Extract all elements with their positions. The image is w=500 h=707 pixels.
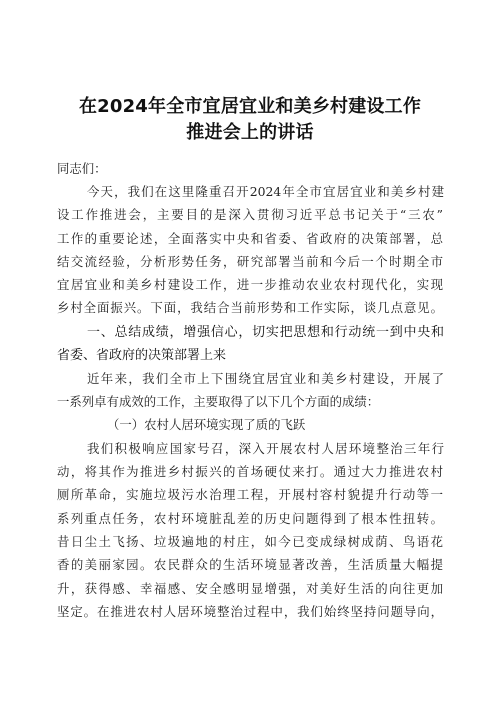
paragraph-line: 升，获得感、幸福感、安全感明显增强，对美好生活的向往更加 <box>57 581 443 596</box>
paragraph-line: 设工作推进会，主要目的是深入贯彻习近平总书记关于“三农” <box>57 207 443 222</box>
paragraph-line: 系列重点任务，农村环境脏乱差的历史问题得到了根本性扭转。 <box>57 511 443 526</box>
paragraph-line: 坚定。在推进农村人居环境整治过程中，我们始终坚持问题导向， <box>57 604 443 619</box>
subsection-heading: （一）农村人居环境实现了质的飞跃 <box>107 417 306 432</box>
document-title-line-1: 在2024年全市宜居宜业和美乡村建设工作 <box>78 96 422 117</box>
document-title-line-2: 推进会上的讲话 <box>186 122 314 143</box>
paragraph-line: 一系列卓有成效的工作，主要取得了以下几个方面的成绩： <box>57 394 380 409</box>
paragraph-line: 动，将其作为推进乡村振兴的首场硬仗来打。通过大力推进农村 <box>57 464 443 479</box>
salutation: 同志们： <box>57 161 107 176</box>
paragraph-line: 我们积极响应国家号召，深入开展农村人居环境整治三年行 <box>87 441 444 456</box>
paragraph-line: 宜居宜业和美乡村建设工作，进一步推动农业农村现代化，实现 <box>57 277 443 292</box>
paragraph-line: 今天，我们在这里隆重召开2024年全市宜居宜业和美乡村建 <box>87 184 444 199</box>
paragraph-line: 香的美丽家园。农民群众的生活环境显著改善，生活质量大幅提 <box>57 557 443 572</box>
section-heading-line: 一、总结成绩，增强信心，切实把思想和行动统一到中央和 <box>87 325 444 340</box>
paragraph-line: 结交流经验，分析形势任务，研究部署当前和今后一个时期全市 <box>57 254 443 269</box>
paragraph-line: 厕所革命，实施垃圾污水治理工程，开展村容村貌提升行动等一 <box>57 487 443 502</box>
paragraph-line: 近年来，我们全市上下围绕宜居宜业和美乡村建设，开展了 <box>87 371 444 386</box>
section-heading-line: 省委、省政府的决策部署上来 <box>57 348 227 363</box>
paragraph-line: 乡村全面振兴。下面，我结合当前形势和工作实际，谈几点意见。 <box>57 300 443 315</box>
paragraph-line: 昔日尘土飞扬、垃圾遍地的村庄，如今已变成绿树成荫、鸟语花 <box>57 534 443 549</box>
paragraph-line: 工作的重要论述，全面落实中央和省委、省政府的决策部署，总 <box>57 231 443 246</box>
